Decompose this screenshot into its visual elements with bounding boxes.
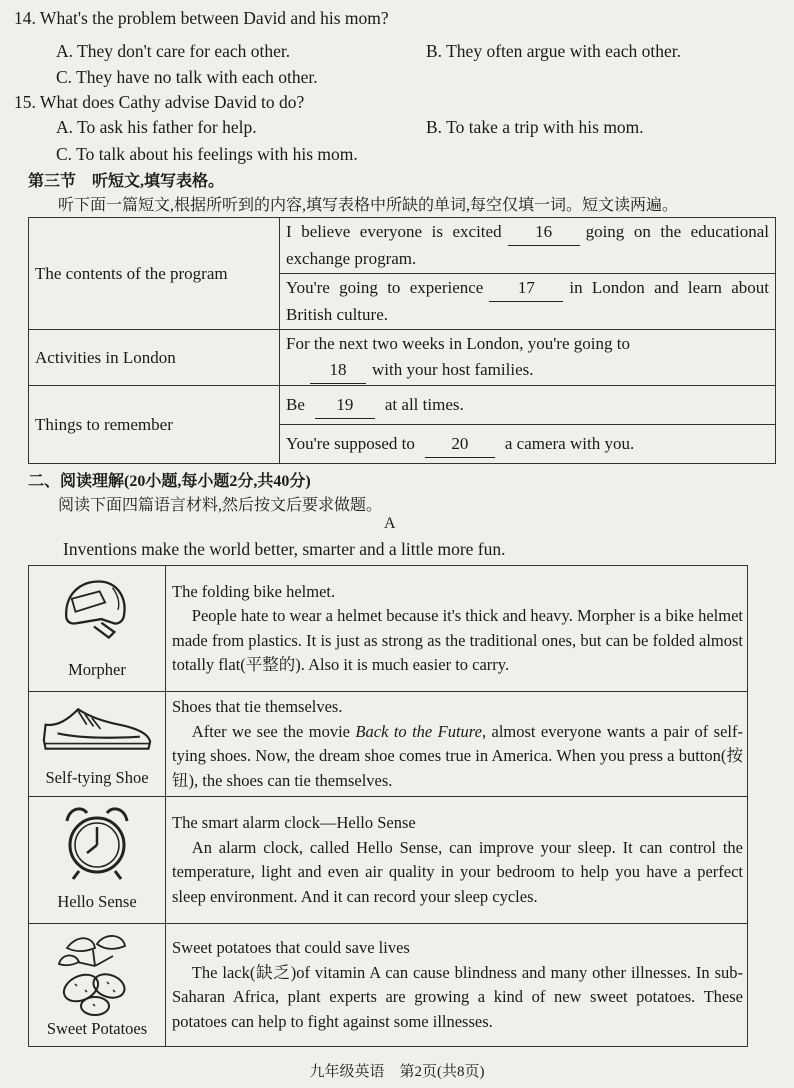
helmet-icon (57, 571, 131, 645)
section3-title: 第三节 听短文,填写表格。 (28, 173, 225, 190)
invention-name: Sweet Potatoes (46, 1019, 148, 1038)
blank-16[interactable]: 16 (508, 219, 580, 246)
listening-form-table (28, 217, 776, 464)
part2-instruction: 阅读下面四篇语言材料,然后按文后要求做题。 (58, 497, 383, 514)
invention-icon-cell (29, 692, 166, 797)
q14-stem: 14. What's the problem between David and his mom? (14, 8, 389, 28)
blank-20[interactable]: 20 (425, 431, 495, 458)
q15-option-a[interactable]: A. To ask his father for help. (56, 117, 257, 137)
part2-title: 二、阅读理解(20小题,每小题2分,共40分) (28, 473, 311, 490)
blank-17[interactable]: 17 (489, 275, 563, 302)
invention-row-self-tying-shoe (29, 692, 748, 797)
shoe-icon (37, 698, 157, 760)
invention-icon-cell (29, 924, 166, 1047)
invention-row-hello-sense (29, 797, 748, 924)
invention-title: The smart alarm clock—Hello Sense (172, 813, 416, 832)
form-cell-18: For the next two weeks in London, you're going to 18 with your host families. (280, 330, 776, 386)
q14-option-a[interactable]: A. They don't care for each other. (56, 41, 291, 61)
form-cell-16: I believe everyone is excited 16 going on the educational exchange program. (280, 218, 776, 274)
alarm-clock-icon (59, 801, 135, 883)
form-cell-17: You're going to experience 17 in London and learn about British culture. (280, 274, 776, 330)
invention-row-morpher (29, 566, 748, 692)
invention-icon-cell (29, 797, 166, 924)
invention-text: An alarm clock, called Hello Sense, can improve your sleep. It can control the temperature, light and even air quality in your bedroom to help you have a perfect sleep environment. And it can record your sleep cycles. (172, 837, 743, 906)
movie-title: Back to the Future (355, 721, 482, 741)
form-label-activities: Activities in London (29, 330, 280, 386)
form-cell-19: Be 19 at all times. (280, 386, 776, 425)
invention-text: After we see the movie Back to the Future, almost everyone wants a pair of self-tying shoes. Now, the dream shoe comes true in America. When you press a button(按钮), the shoes can tie themselves. (172, 721, 744, 790)
invention-text: People hate to wear a helmet because it's thick and heavy. Morpher is a bike helmet made from plastics. It is just as strong as the traditional ones, but can be folded almost totally flat(平整的). Also it is much easier to carry. (172, 606, 743, 674)
form-label-remember: Things to remember (29, 386, 280, 464)
form-cell-20: You're supposed to 20 a camera with you. (280, 425, 776, 464)
invention-description (166, 566, 748, 692)
blank-19[interactable]: 19 (315, 392, 375, 419)
q15-stem: 15. What does Cathy advise David to do? (14, 92, 305, 112)
blank-18[interactable]: 18 (310, 357, 366, 384)
sweet-potato-icon (47, 930, 147, 1020)
invention-title: The folding bike helmet. (172, 581, 336, 601)
q15-option-c[interactable]: C. To talk about his feelings with his mom. (56, 144, 358, 164)
invention-title: Sweet potatoes that could save lives (172, 938, 410, 957)
section3-instruction: 听下面一篇短文,根据所听到的内容,填写表格中所缺的单词,每空仅填一词。短文读两遍。 (58, 197, 679, 214)
invention-description (166, 692, 748, 797)
invention-description (166, 924, 748, 1047)
invention-description (166, 797, 748, 924)
q14-option-c[interactable]: C. They have no talk with each other. (56, 67, 318, 87)
invention-name: Morpher (68, 660, 126, 679)
q15-option-b[interactable]: B. To take a trip with his mom. (426, 117, 644, 137)
passage-letter: A (384, 515, 396, 532)
invention-text: The lack(缺乏)of vitamin A can cause blindness and many other illnesses. In sub-Saharan Africa, plant experts are growing a kind of new sweet potatoes. These potatoes can help to fight against some illnesses. (172, 962, 743, 1031)
form-label-contents: The contents of the program (29, 218, 280, 330)
invention-title: Shoes that tie themselves. (172, 697, 343, 716)
inventions-table (28, 565, 748, 1047)
invention-name: Self-tying Shoe (45, 768, 149, 787)
q14-option-b[interactable]: B. They often argue with each other. (426, 41, 681, 61)
passage-intro: Inventions make the world better, smarter and a little more fun. (63, 539, 506, 559)
invention-name: Hello Sense (57, 892, 137, 911)
page-footer: 九年级英语 第2页(共8页) (309, 1064, 485, 1080)
invention-row-sweet-potatoes (29, 924, 748, 1047)
invention-icon-cell (29, 566, 166, 692)
